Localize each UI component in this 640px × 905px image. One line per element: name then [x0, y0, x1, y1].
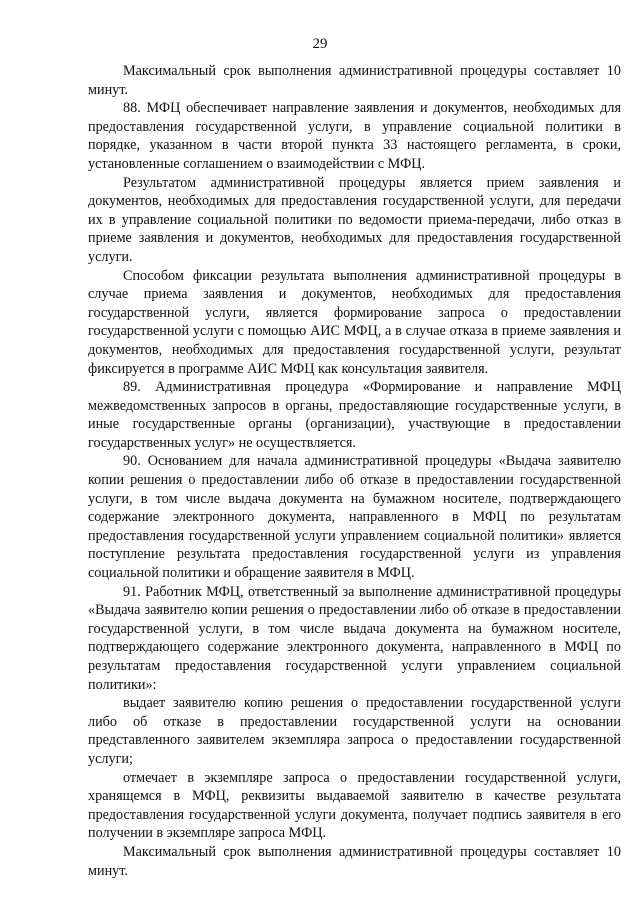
paragraph-item-90: 90. Основанием для начала административной процедуры «Выдача заявителю копии решения о предоставлении либо об отказе в предоставлении государственной услуги, в том числе выдача документа на бумажном носителе, подтверждающего содержание электронного документа, направленного в МФЦ по результатам предоставления государственной услуги управлением социальной политики» является поступление результата предоставления государственной услуги из управления социальной политики и обращение заявителя в МФЦ.: [88, 453, 621, 582]
paragraph-fixation-method: Способом фиксации результата выполнения административной процедуры в случае приема заявления и документов, необходимых для предоставления государственной услуги, является формирование запроса о предоставлении государственной услуги с помощью АИС МФЦ, а в случае отказа в приеме заявления и документов, необходимых для предоставления государственной услуги, результат фиксируется в программе АИС МФЦ как консультация заявителя.: [88, 267, 621, 377]
paragraph-marks-request: отмечает в экземпляре запроса о предоставлении государственной услуги, хранящемся в МФЦ, реквизиты выдаваемой заявителю в качестве результата предоставления государственной услуги документа, получает подпись заявителя в его получении в экземпляре запроса МФЦ.: [88, 769, 621, 842]
paragraph-issues-copy: выдает заявителю копию решения о предоставлении государственной услуги либо об отказе в предоставлении государственной услуги на основании представленного заявителем экземпляра запроса о предоставлении государственной услуги;: [88, 695, 621, 767]
paragraph-item-91: 91. Работник МФЦ, ответственный за выполнение административной процедуры «Выдача заявителю копии решения о предоставлении либо об отказе в предоставлении государственной услуги, в том числе выдача документа на бумажном носителе, подтверждающего содержание электронного документа, направленного в МФЦ по результатам предоставления государственной услуги управлением социальной политики»:: [88, 583, 621, 693]
paragraph-max-time-2: Максимальный срок выполнения административной процедуры составляет 10 минут.: [88, 843, 621, 879]
page-number: 29: [312, 36, 328, 52]
paragraph-item-88: 88. МФЦ обеспечивает направление заявления и документов, необходимых для предоставления государственной услуги, в управление социальной политики в порядке, указанном в части второй пункта 33 настоящего регламента, в сроки, установленные соглашением о взаимодействии с МФЦ.: [88, 100, 621, 172]
paragraph-result: Результатом административной процедуры является прием заявления и документов, необходимых для предоставления государственной услуги, для передачи их в управление социальной политики по ведомости приема-передачи, либо отказ в приеме заявления и документов, необходимых для предоставления государственной услуги.: [88, 174, 621, 265]
paragraph-item-89: 89. Административная процедура «Формирование и направление МФЦ межведомственных запросов в органы, предоставляющие государственные услуги, в иные государственные органы (организации), участвующие в предоставлении государственных услуг» не осуществляется.: [88, 379, 621, 451]
paragraph-max-time-1: Максимальный срок выполнения административной процедуры составляет 10 минут.: [88, 63, 621, 98]
document-body: [88, 62, 621, 880]
